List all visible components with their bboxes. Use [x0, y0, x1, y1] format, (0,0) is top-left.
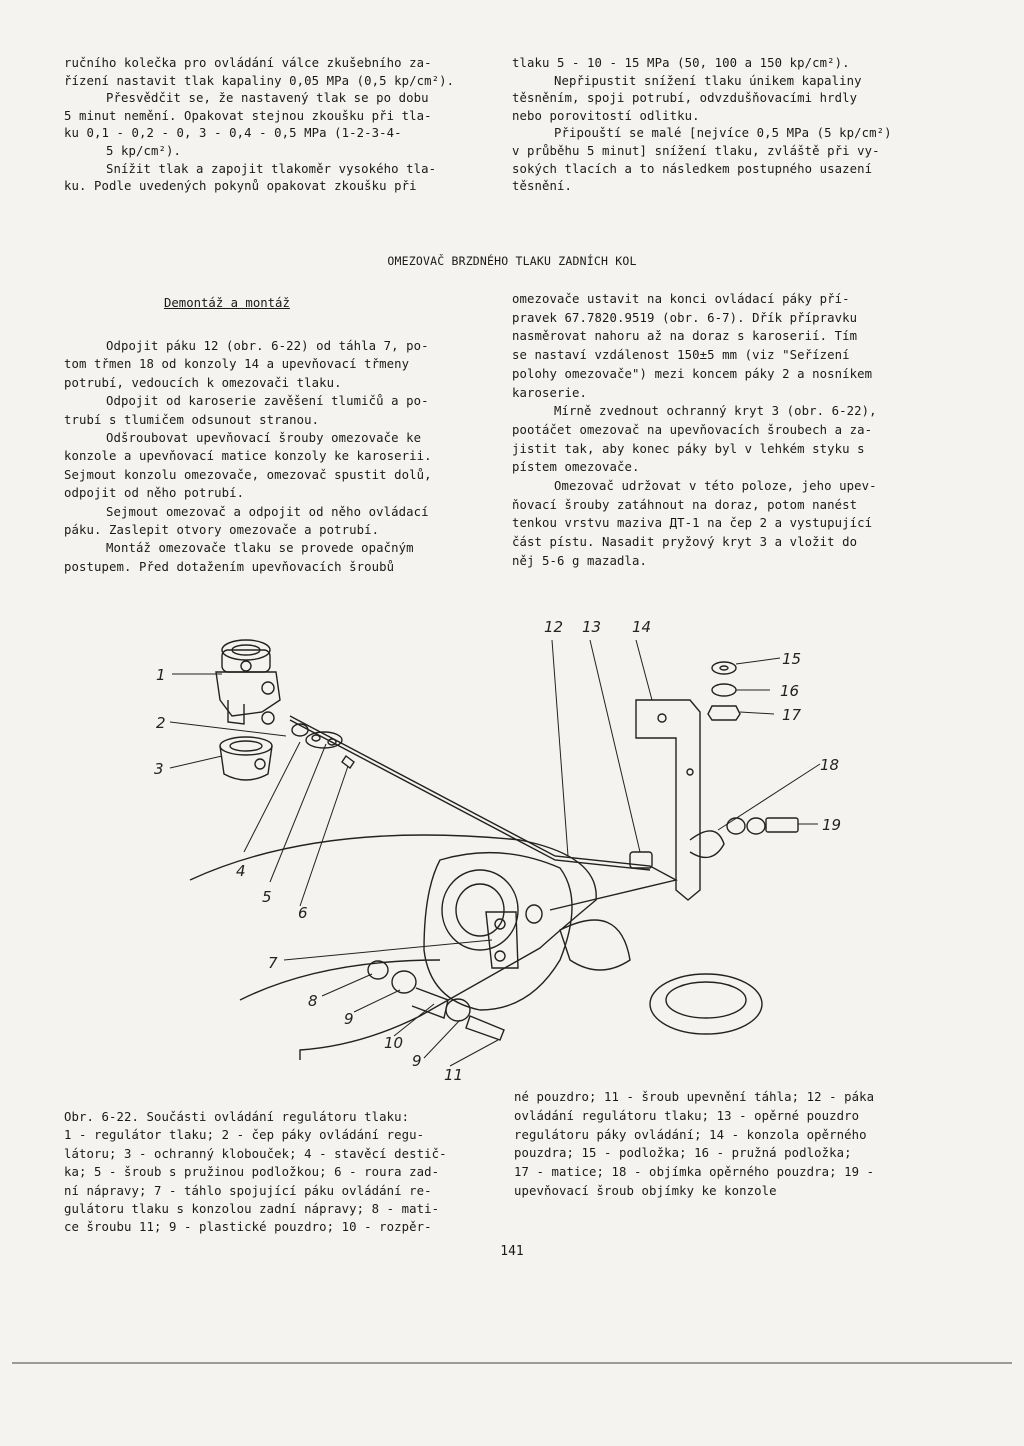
text-line: 5 kp/cm²). — [106, 143, 182, 158]
subheading: Demontáž a montáž — [164, 296, 290, 310]
text-line: postupem. Před dotažením upevňovacích šroubů — [64, 559, 395, 574]
caption-line: 1 - regulátor tlaku; 2 - čep páky ovládání regu- — [64, 1128, 425, 1143]
diagram-drawing — [170, 640, 820, 1066]
text-line: 5 minut nemění. Opakovat stejnou zkoušku při tla- — [64, 108, 432, 123]
text-line: konzole a upevňovací matice konzoly ke karoserii. — [64, 449, 432, 464]
bushing-9 — [392, 971, 416, 993]
text-line: Mírně zvednout ochranný kryt 3 (obr. 6-22), — [554, 404, 877, 419]
text-line: polohy omezovače") mezi koncem páky 2 a nosníkem — [512, 366, 873, 381]
caption-line: ní nápravy; 7 - táhlo spojující páku ovládání re- — [64, 1183, 432, 1198]
text-line: ku 0,1 - 0,2 - 0, 3 - 0,4 - 0,5 MPa (1-2-3-4- — [64, 126, 402, 141]
text-line: omezovače ustavit na konci ovládací páky pří- — [512, 292, 850, 306]
text-line: část pístu. Nasadit pryžový kryt 3 a vložit do — [512, 535, 858, 550]
nut-8 — [368, 961, 388, 979]
section-heading: OMEZOVAČ BRZDNÉHO TLAKU ZADNÍCH KOL — [387, 254, 637, 268]
figure-label-10: 10 — [384, 1034, 404, 1052]
figure-label-9: 9 — [344, 1010, 354, 1028]
text-line: sokých tlacích a to následkem postupného usazení — [512, 161, 873, 176]
figure-label-4: 4 — [236, 862, 246, 880]
nut-17 — [708, 706, 740, 720]
figure-caption-left — [64, 1108, 447, 1237]
figure-label-2: 2 — [156, 714, 166, 732]
washer-15 — [712, 662, 736, 674]
text-line: tenkou vrstvu maziva ДТ-1 na čep 2 a vystupující — [512, 516, 873, 531]
bottom-rule — [12, 1362, 1012, 1364]
text-line: pootáčet omezovač na upevňovacích šroubech a za- — [512, 422, 873, 437]
caption-line: Obr. 6-22. Součásti ovládání regulátoru tlaku: — [64, 1110, 410, 1124]
caption-line: pouzdra; 15 - podložka; 16 - pružná podložka; — [514, 1146, 852, 1161]
axle-flange — [424, 853, 572, 1010]
figure-label-13: 13 — [582, 618, 602, 636]
text-line: karoserie. — [512, 385, 588, 400]
text-line: Omezovač udržovat v této poloze, jeho upev- — [554, 479, 877, 494]
text-line: jistit tak, aby konec páky byl v lehkém styku s — [512, 441, 865, 456]
text-line: Montáž omezovače tlaku se provede opačným — [106, 541, 414, 556]
text-line: páku. Zaslepit otvory omezovače a potrubí. — [64, 523, 380, 538]
text-line: těsnění. — [512, 179, 573, 194]
text-line: pravek 67.7820.9519 (obr. 6-7). Dřík přípravku — [512, 310, 858, 325]
figure-label-11: 11 — [444, 1066, 464, 1084]
text-line: ňovací šrouby zatáhnout na doraz, potom nanést — [512, 497, 858, 512]
figure-label-1: 1 — [156, 666, 166, 684]
figure-labels — [154, 618, 841, 1084]
rod-part-edge — [290, 720, 650, 870]
figure-label-12: 12 — [544, 618, 564, 636]
bolt-11 — [466, 1016, 504, 1040]
caption-line: regulátoru páky ovládání; 14 - konzola opěrného — [514, 1127, 867, 1142]
figure-label-7: 7 — [268, 954, 278, 972]
caption-line: né pouzdro; 11 - šroub upevnění táhla; 12 - páka — [514, 1090, 875, 1104]
figure-label-6: 6 — [298, 904, 308, 922]
text-line: v průběhu 5 minut] snížení tlaku, zvláště při vy- — [512, 143, 880, 158]
figure-label-8: 8 — [308, 992, 318, 1010]
caption-line: upevňovací šroub objímky ke konzole — [514, 1183, 777, 1198]
text-line: ku. Podle uvedených pokynů opakovat zkoušku při — [64, 179, 417, 194]
text-line: Sejmout konzolu omezovače, omezovač spustit dolů, — [64, 467, 432, 482]
text-line: nasměrovat nahoru až na doraz s karoserií. Tím — [512, 329, 858, 344]
pressure-regulator-part — [216, 640, 280, 724]
text-line: odpojit od něho potrubí. — [64, 486, 245, 501]
figure-label-18: 18 — [820, 756, 840, 774]
rear-axle-tube — [190, 835, 596, 1060]
text-line: Sejmout omezovač a odpojit od něho ovládací — [106, 504, 429, 519]
bolt-19 — [766, 818, 798, 832]
text-line: tom třmen 18 od konzoly 14 a upevňovací třmeny — [64, 357, 410, 372]
figure-caption-right — [514, 1088, 874, 1201]
text-line: Připouští se malé [nejvíce 0,5 MPa (5 kp/cm²) — [554, 126, 892, 141]
rod-part — [290, 716, 676, 910]
caption-line: gulátoru tlaku s konzolou zadní nápravy; 8 - mati- — [64, 1202, 440, 1217]
text-line: Odpojit od karoserie zavěšení tlumičů a po- — [106, 394, 429, 409]
caption-line: látoru; 3 - ochranný klobouček; 4 - stavěcí destič- — [64, 1146, 447, 1161]
figure-label-15: 15 — [782, 650, 802, 668]
text-line: Odpojit páku 12 (obr. 6-22) od táhla 7, po- — [106, 339, 429, 353]
page-number: 141 — [500, 1244, 524, 1259]
pin-and-cap-parts — [220, 737, 272, 780]
text-line: se nastaví vzdálenost 150±5 mm (viz "Seřízení — [512, 348, 850, 363]
caption-line: 17 - matice; 18 - objímka opěrného pouzdra; 19 - — [514, 1165, 875, 1180]
washer-19 — [727, 818, 745, 834]
figure-label-5: 5 — [262, 888, 272, 906]
text-line: trubí s tlumičem odsunout stranou. — [64, 412, 320, 427]
figure-label-16: 16 — [780, 682, 800, 700]
spring-washer-16 — [712, 684, 736, 696]
figure-label-3: 3 — [154, 760, 164, 778]
figure-label-14: 14 — [632, 618, 652, 636]
caption-line: ovládání regulátoru tlaku; 13 - opěrné pouzdro — [514, 1108, 860, 1123]
text-line: něj 5-6 g mazadla. — [512, 553, 648, 568]
text-line: Snížit tlak a zapojit tlakoměr vysokého tla- — [106, 161, 437, 176]
text-line: tlaku 5 - 10 - 15 MPa (50, 100 a 150 kp/cm²). — [512, 56, 850, 70]
text-line: potrubí, vedoucích k omezovači tlaku. — [64, 375, 342, 390]
text-line: nebo porovitostí odlitku. — [512, 108, 700, 123]
clamp-part — [690, 831, 724, 858]
text-line: ručního kolečka pro ovládání válce zkušebního za- — [64, 56, 432, 70]
figure-label-9b: 9 — [412, 1052, 422, 1070]
figure-label-19: 19 — [822, 816, 842, 834]
text-line: řízení nastavit tlak kapaliny 0,05 MPa (0,5 kp/cm²). — [64, 73, 455, 88]
caption-line: ce šroubu 11; 9 - plastické pouzdro; 10 - rozpěr- — [64, 1220, 432, 1235]
text-line: Přesvědčit se, že nastavený tlak se po dobu — [106, 91, 429, 106]
text-line: těsněním, spoji potrubí, odvzdušňovacími hrdly — [512, 91, 858, 106]
figure-label-17: 17 — [782, 706, 802, 724]
text-line: Odšroubovat upevňovací šrouby omezovače ke — [106, 431, 422, 446]
text-line: pístem omezovače. — [512, 460, 640, 475]
text-line: Nepřipustit snížení tlaku únikem kapaliny — [554, 73, 862, 88]
caption-line: ka; 5 - šroub s pružinou podložkou; 6 - roura zad- — [64, 1165, 440, 1180]
